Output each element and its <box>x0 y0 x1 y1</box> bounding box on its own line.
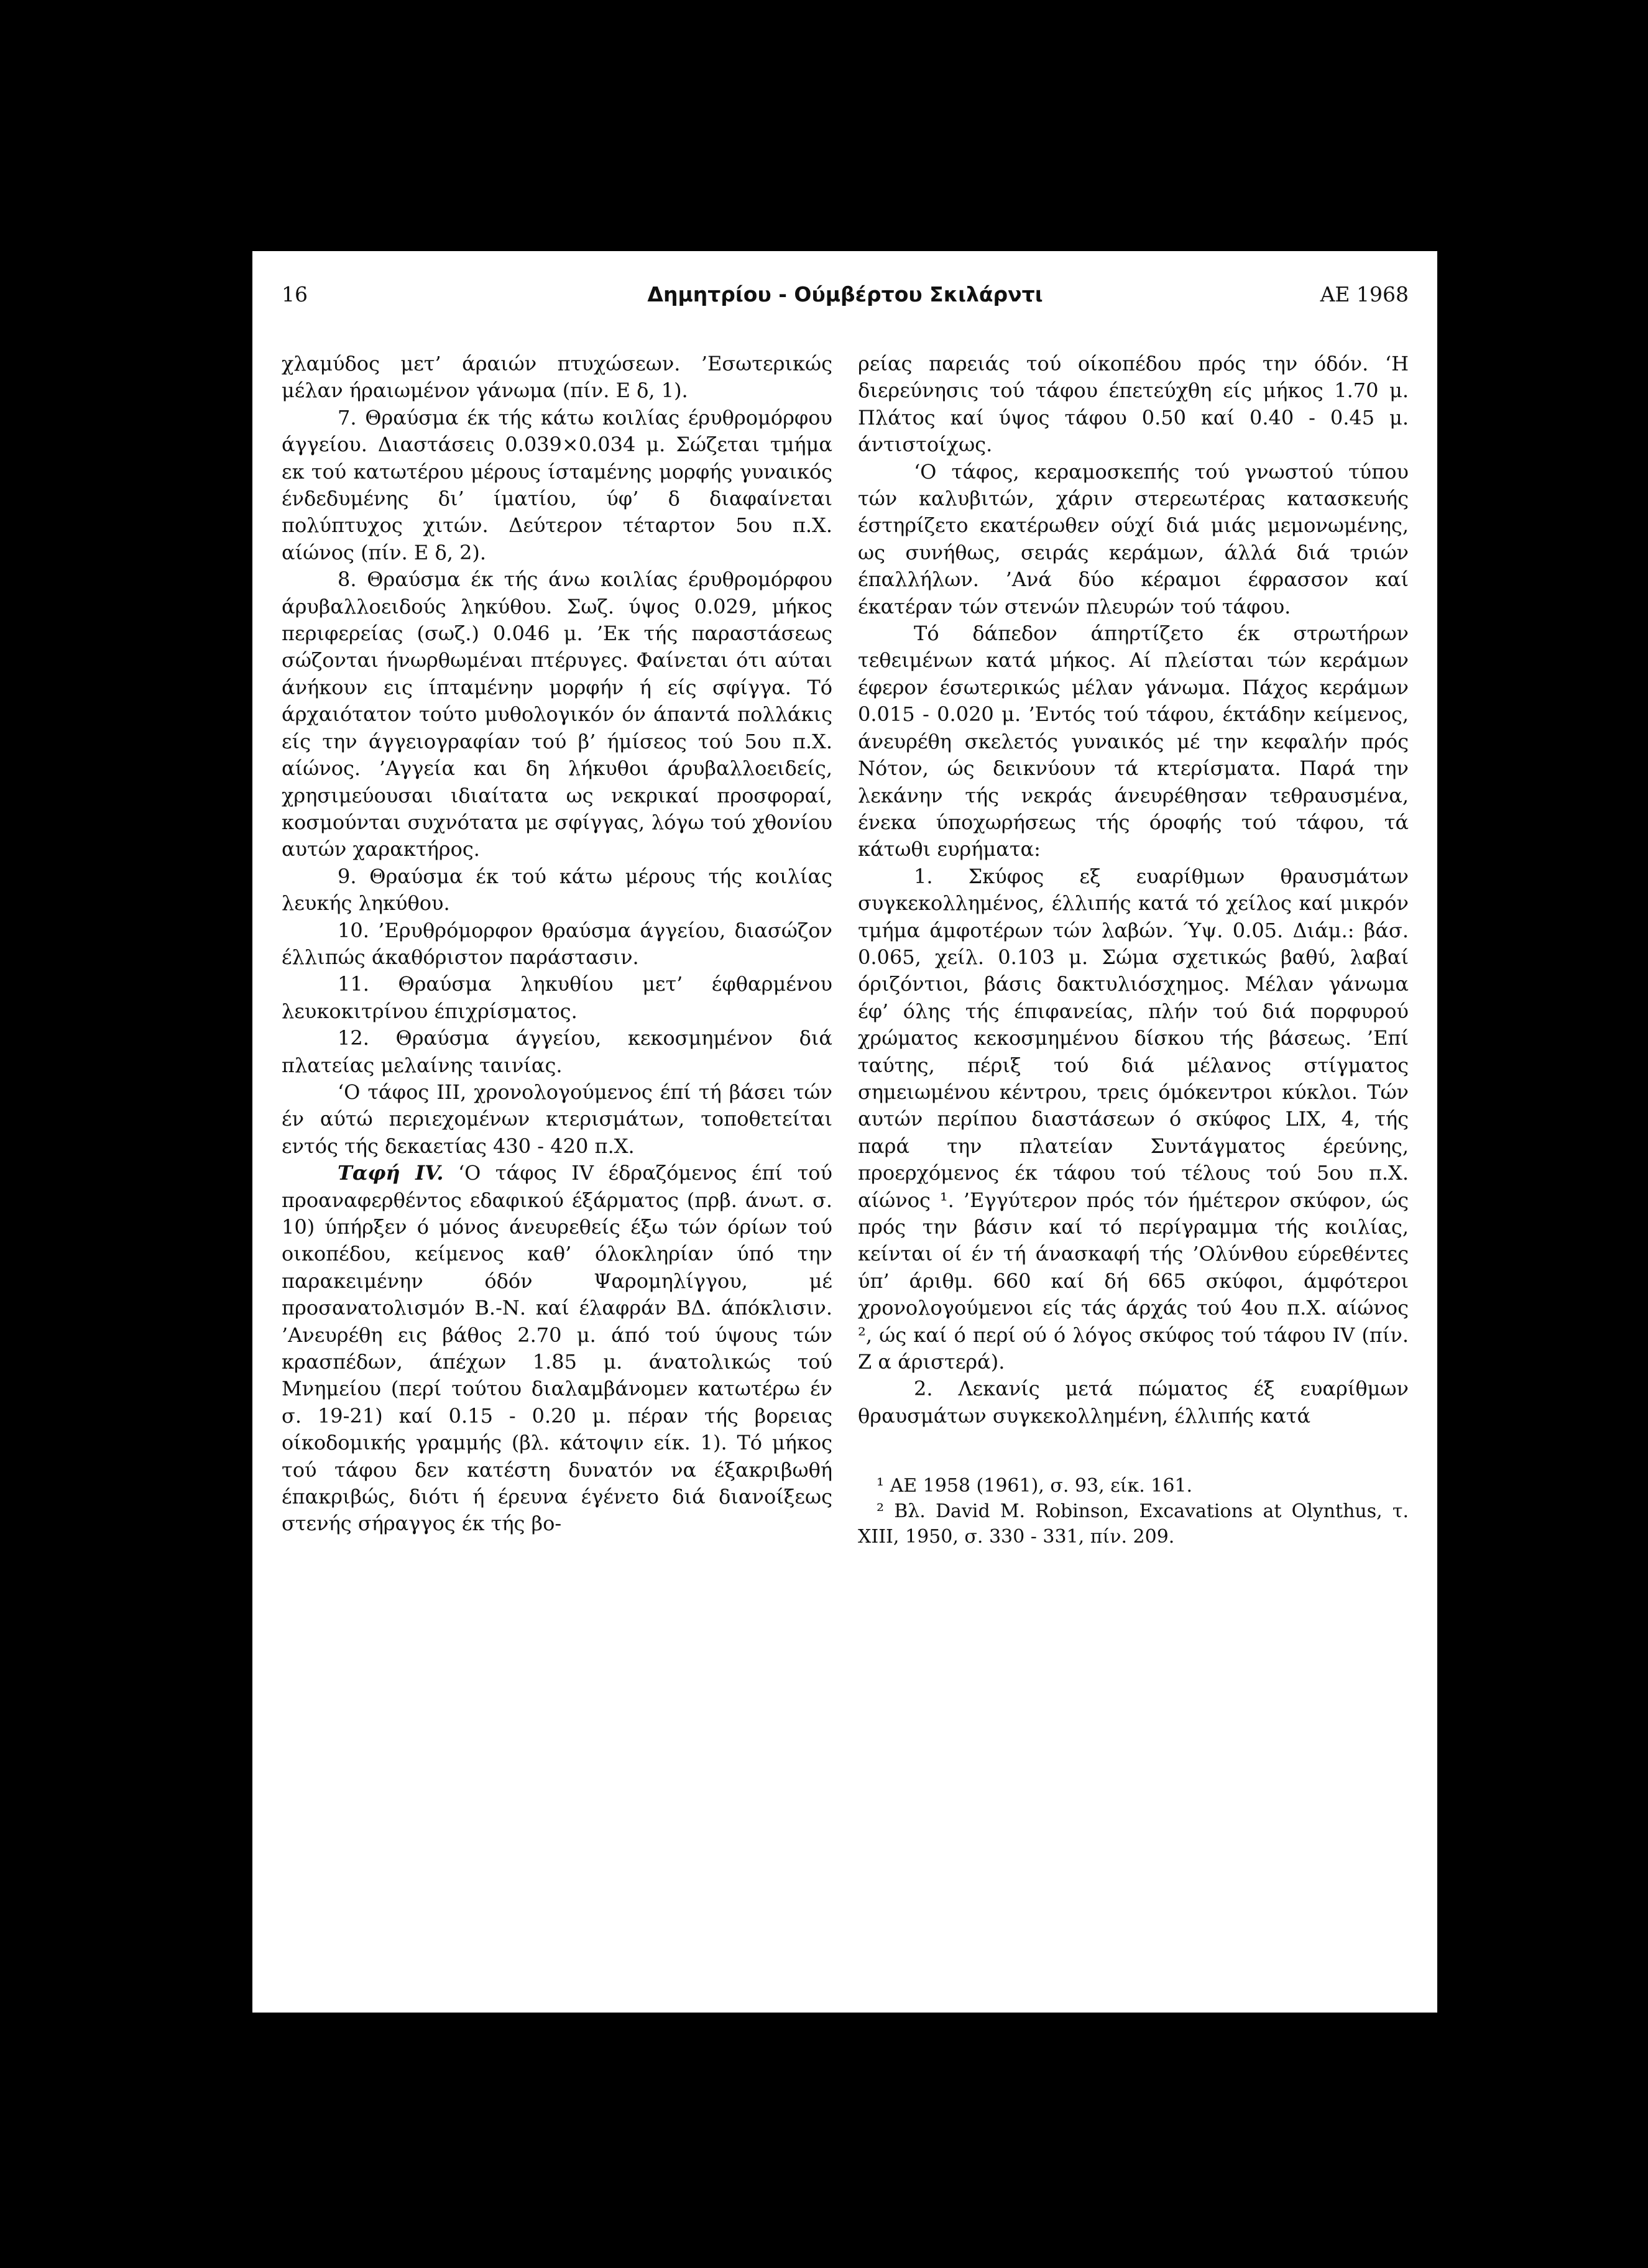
footnote: ² Βλ. David M. Robinson, Excavations at Olynthus, τ. XIII, 1950, σ. 330 - 331, πίν. 209. <box>858 1500 1409 1548</box>
paragraph: Τό δάπεδον άπηρτίζετο έκ στρωτήρων τεθειμένων κατά μήκος. Αί πλείσται τών κεράμων έφερον έσωτερικώς μέλαν γάνωμα. Πάχος κεράμων 0.015 - 0.020 μ. ’Εντός τού τάφου, έκτάδην κείμενος, άνευρέθη σκελετός γυναικός μέ την κεφαλήν πρός Νότον, ώς δεικνύουν τά κτερίσματα. Παρά την λεκάνην τής νεκράς άνευρέθησαν τεθραυσμένα, ένεκα ύποχωρήσεως τής όροφής τού τάφου, τά κάτωθι ευρήματα: <box>858 622 1409 861</box>
journal-reference: ΑΕ 1968 <box>1320 282 1409 306</box>
left-column <box>282 351 832 1538</box>
page-header <box>282 276 1409 313</box>
paragraph: χλαμύδος μετ’ άραιών πτυχώσεων. ’Εσωτερικώς μέλαν ήραιωμένον γάνωμα (πίν. Ε δ, 1). <box>282 352 832 403</box>
page-number: 16 <box>282 282 308 306</box>
paragraph: 9. Θραύσμα έκ τού κάτω μέρους τής κοιλίας λευκής ληκύθου. <box>282 864 832 916</box>
paragraph: ‘Ο τάφος ΙΙΙ, χρονολογούμενος έπί τή βάσει τών έν αύτώ περιεχομένων κτερισμάτων, τοποθετείται εντός τής δεκαετίας 430 - 420 π.Χ. <box>282 1080 832 1158</box>
footnotes <box>858 1473 1409 1549</box>
paragraph: 11. Θραύσμα ληκυθίου μετ’ έφθαρμένου λευκοκιτρίνου έπιχρίσματος. <box>282 972 832 1023</box>
paragraph: ρείας παρειάς τού οίκοπέδου πρός την όδόν. ‘Η διερεύνησις τού τάφου έπετεύχθη είς μήκος 1.70 μ. Πλάτος καί ύψος τάφου 0.50 καί 0.40 - 0.45 μ. άντιστοίχως. <box>858 352 1409 457</box>
paragraph: 7. Θραύσμα έκ τής κάτω κοιλίας έρυθρομόρφου άγγείου. Διαστάσεις 0.039×0.034 μ. Σώζεται τμήμα εκ τού κατωτέρου μέρους ίσταμένης μορφής γυναικός ένδεδυμένης δι’ ίματίου, ύφ’ δ διαφαίνεται πολύπτυχος χιτών. Δεύτερον τέταρτον 5ου π.Χ. αίώνος (πίν. Ε δ, 2). <box>282 405 832 564</box>
paragraph: ‘Ο τάφος, κεραμοσκεπής τού γνωστού τύπου τών καλυβιτών, χάριν στερεωτέρας κατασκευής έστηρίζετο εκατέρωθεν ούχί διά μιάς μεμονωμένης, ως συνήθως, σειράς κεράμων, άλλά διά τριών έπαλλήλων. ’Ανά δύο κέραμοι έφρασσον καί έκατέραν τών στενών πλευρών τού τάφου. <box>858 459 1409 618</box>
paragraph: 8. Θραύσμα έκ τής άνω κοιλίας έρυθρομόρφου άρυβαλλοειδούς ληκύθου. Σωζ. ύψος 0.029, μήκος περιφερείας (σωζ.) 0.046 μ. ’Εκ τής παραστάσεως σώζονται ήνωρθωμέναι πτέρυγες. Φαίνεται ότι αύται άνήκουν εις ίπταμένην μορφήν ή είς σφίγγα. Τό άρχαιότατον τούτο μυθολογικόν όν άπαντά πολλάκις είς την άγγειογραφίαν τού β’ ήμίσεος τού 5ου π.Χ. αίώνος. ’Αγγεία και δη λήκυθοι άρυβαλλοειδείς, χρησιμεύουσαι ιδιαίτατα ως νεκρικαί προσφοραί, κοσμούνται συχνότατα με σφίγγας, λόγω τού χθονίου αυτών χαρακτήρος. <box>282 567 832 861</box>
paragraph: 2. Λεκανίς μετά πώματος έξ ευαρίθμων θραυσμάτων συγκεκολλημένη, έλλιπής κατά <box>858 1377 1409 1428</box>
paragraph: 10. ’Ερυθρόμορφον θραύσμα άγγείου, διασώζον έλλιπώς άκαθόριστον παράστασιν. <box>282 918 832 969</box>
paragraph <box>282 1160 832 1538</box>
paragraph: 12. Θραύσμα άγγείου, κεκοσμημένον διά πλατείας μελαίνης ταινίας. <box>282 1026 832 1077</box>
burial-heading: Ταφή IV. <box>338 1161 444 1185</box>
paragraph-text: ‘Ο τάφος IV έδραζόμενος έπί τού προαναφερθέντος εδαφικού έξάρματος (πρβ. άνωτ. σ. 10) ύπήρξεν ό μόνος άνευρεθείς έξω τών όρίων τού οικοπέδου, κείμενος καθ’ όλοκληρίαν ύπό την παρακειμένην όδόν Ψαρομηλίγγου, μέ προσανατολισμόν Β.-Ν. καί έλαφράν ΒΔ. άπόκλισιν. ’Ανευρέθη εις βάθος 2.70 μ. άπό τού ύψους τών κρασπέδων, άπέχων 1.85 μ. άνατολικώς τού Μνημείου (περί τούτου διαλαμβάνομεν κατωτέρω έν σ. 19-21) καί 0.15 - 0.20 μ. πέραν τής βορειας οίκοδομικής γραμμής (βλ. κάτοψιν είκ. 1). Τό μήκος τού τάφου δεν κατέστη δυνατόν να έξακριβωθή έπακριβώς, διότι ή έρευνα έγένετο διά διανοίξεως στενής σήραγγος έκ τής βο- <box>282 1161 832 1536</box>
journal-page <box>252 251 1437 2013</box>
running-title: Δημητρίου - Ούμβέρτου Σκιλάρντι <box>647 282 1043 306</box>
paragraph: 1. Σκύφος εξ ευαρίθμων θραυσμάτων συγκεκολλημένος, έλλιπής κατά τό χείλος καί μικρόν τμήμα άμφοτέρων τών λαβών. Ύψ. 0.05. Διάμ.: βάσ. 0.065, χείλ. 0.103 μ. Σώμα σχετικώς βαθύ, λαβαί όριζόντιοι, βάσις δακτυλιόσχημος. Μέλαν γάνωμα έφ’ όλης τής έπιφανείας, πλήν τού διά πορφυρού χρώματος κεκοσμημένου δίσκου τής βάσεως. ’Επί ταύτης, πέριξ τού διά μέλανος στίγματος σημειωμένου κέντρου, τρεις όμόκεντροι κύκλοι. Τών αυτών περίπου διαστάσεων ό σκύφος LIX, 4, τής παρά την πλατείαν Συντάγματος έρεύνης, προερχόμενος έκ τάφου τού τέλους τού 5ου π.Χ. αίώνος ¹. ’Εγγύτερον πρός τόν ήμέτερον σκύφον, ώς πρός την βάσιν καί τό περίγραμμα τής κοιλίας, κείνται οί έν τή άνασκαφή τής ’Ολύνθου εύρεθέντες ύπ’ άριθμ. 660 καί δή 665 σκύφοι, άμφότεροι χρονολογούμενοι είς τάς άρχάς τού 4ου π.Χ. αίώνος ², ώς καί ό περί ού ό λόγος σκύφος τού τάφου IV (πίν. Ζ α άριστερά). <box>858 864 1409 1374</box>
footnote: ¹ ΑΕ 1958 (1961), σ. 93, είκ. 161. <box>877 1475 1193 1497</box>
right-column <box>858 351 1409 1549</box>
